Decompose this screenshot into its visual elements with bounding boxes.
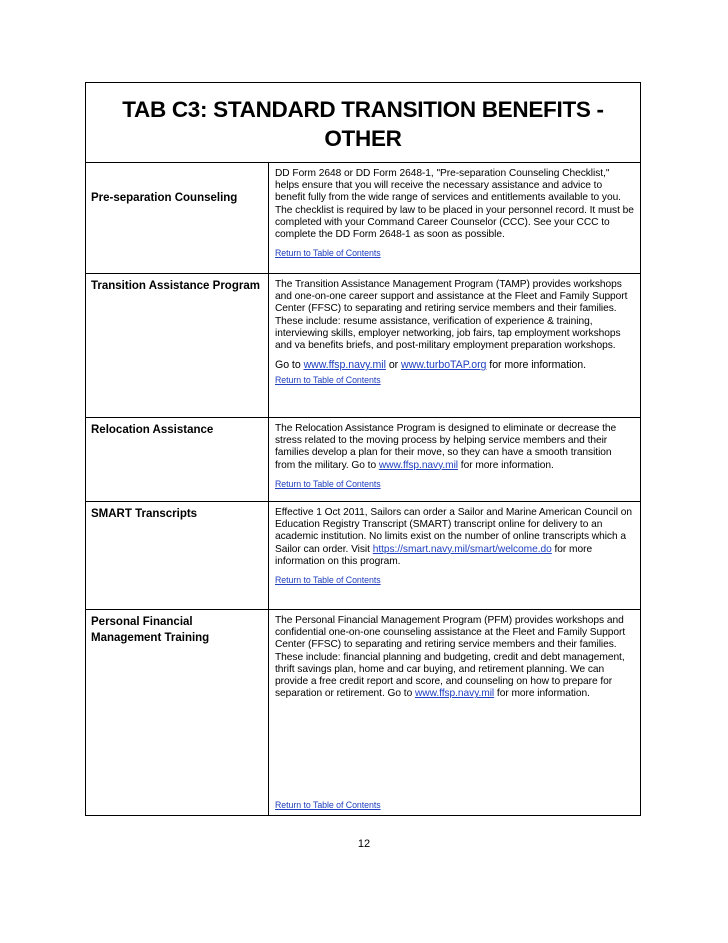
return-to-toc-link[interactable]: Return to Table of Contents <box>275 800 381 810</box>
row-content <box>269 163 640 273</box>
row-label: Personal Financial Management Training <box>86 610 269 815</box>
ffsp-link[interactable]: www.ffsp.navy.mil <box>414 688 495 700</box>
row-label: SMART Transcripts <box>86 502 269 609</box>
table-row-pre-separation <box>86 163 640 274</box>
row-goto-text: Go to www.ffsp.navy.mil or www.turboTAP.org for more information. <box>275 359 586 372</box>
table-row-relocation <box>86 418 640 502</box>
benefits-table <box>85 82 641 816</box>
row-content <box>269 502 640 609</box>
table-row-financial-management <box>86 610 640 815</box>
return-to-toc-link[interactable]: Return to Table of Contents <box>275 478 381 489</box>
row-description: The Transition Assistance Management Program (TAMP) provides workshops and one-on-one career support and assistance at the Fleet and Family Support Center (FFSC) to separating and retiring service members and their families. These include: resume assistance, verification of experience & training, interviewing skills, employer networking, job fairs, tap employment workshops and va benefits briefs, and post-military employment preparation workshops. <box>275 279 628 352</box>
row-description: The Personal Financial Management Program (PFM) provides workshops and confidential one-on-one counseling assistance at the Fleet and Family Support Center (FFSC) to separating and retiring service members and their families. These include: financial planning and budgeting, credit and debt management, thrift savings plan, home and car buying, and retirement planning. We can provide a free credit report and score, and counseling on how to prepare for separation or retirement. Go to www.ffsp.navy.mil for more information. <box>275 615 626 700</box>
smart-transcript-link[interactable]: https://smart.navy.mil/smart/welcome.do <box>372 543 552 555</box>
ffsp-link[interactable]: www.ffsp.navy.mil <box>378 459 459 471</box>
row-label: Relocation Assistance <box>86 418 269 501</box>
row-content <box>269 274 640 417</box>
row-label: Pre-separation Counseling <box>86 163 269 273</box>
return-to-toc-link[interactable]: Return to Table of Contents <box>275 375 381 386</box>
return-to-toc-link[interactable]: Return to Table of Contents <box>275 248 381 259</box>
row-description: The Relocation Assistance Program is designed to eliminate or decrease the stress related to the moving process by helping service members and their families develop a plan for their move, so they can have a smooth transition from the military. Go to www.ffsp.navy.mil for more information. <box>275 423 617 471</box>
title-cell <box>86 83 640 163</box>
row-description: DD Form 2648 or DD Form 2648-1, "Pre-separation Counseling Checklist," helps ensure that you will receive the necessary assistance and advice to benefit fully from the wide range of services and entitlements available to you. The checklist is required by law to be placed in your personnel record. It must be completed with your Command Career Counselor (CCC). See your CCC to complete the DD Form 2648-1 as soon as possible. <box>275 168 634 241</box>
row-label: Transition Assistance Program <box>86 274 269 417</box>
table-row-smart-transcripts <box>86 502 640 610</box>
ffsp-link[interactable]: www.ffsp.navy.mil <box>303 359 386 372</box>
page-number: 12 <box>357 838 371 850</box>
row-description: Effective 1 Oct 2011, Sailors can order a Sailor and Marine American Council on Education Registry Transcript (SMART) transcript online for delivery to an academic institution. No limits exist on the number of online transcripts which a Sailor can order. Visit https://smart.navy.mil/smart/welcome.do for more information on this program. <box>275 507 632 567</box>
row-content <box>269 418 640 501</box>
row-content <box>269 610 640 815</box>
table-row-transition-assistance <box>86 274 640 418</box>
page-title: TAB C3: STANDARD TRANSITION BENEFITS - OTHER <box>122 97 604 151</box>
turbotap-link[interactable]: www.turboTAP.org <box>401 359 487 372</box>
return-to-toc-link[interactable]: Return to Table of Contents <box>275 575 381 586</box>
